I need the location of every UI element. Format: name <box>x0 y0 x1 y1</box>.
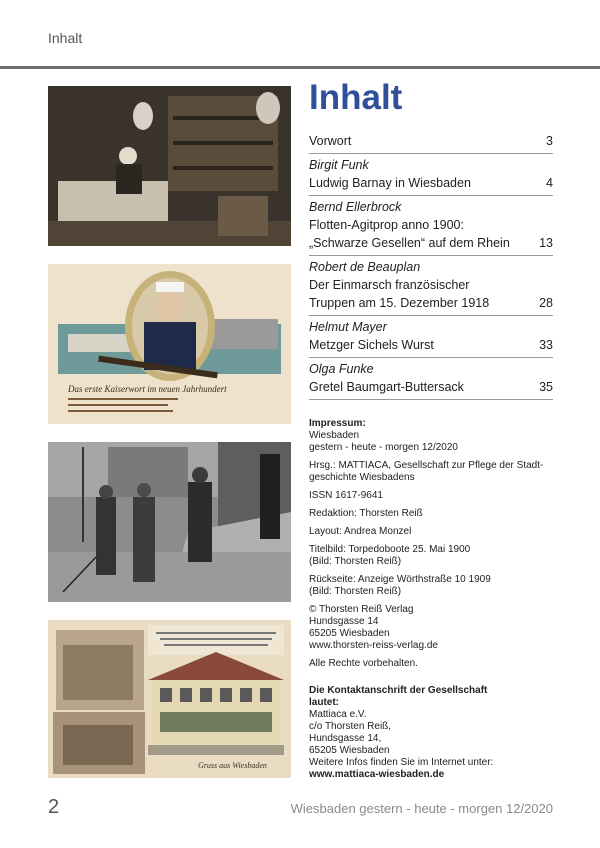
contact-line: Mattiaca e.V. <box>309 709 367 720</box>
toc-entry-title: Gretel Baumgart-Buttersack <box>309 380 464 394</box>
header-rule <box>0 66 600 69</box>
toc-entry[interactable] <box>309 358 553 400</box>
impressum-rights: Alle Rechte vorbehalten. <box>309 658 418 669</box>
photo-officers-stairs-art <box>48 442 291 602</box>
contact-website-link[interactable]: www.mattiaca-wiesbaden.de <box>309 769 445 780</box>
footer-publication: Wiesbaden gestern - heute - morgen 12/2020 <box>290 801 553 816</box>
photo-study-room-art <box>48 86 291 246</box>
toc-entry-page: 33 <box>539 338 553 352</box>
photo-postcard-officer <box>48 264 291 424</box>
toc-entry-page: 13 <box>539 236 553 250</box>
toc-entry[interactable] <box>309 196 553 256</box>
toc-entry[interactable] <box>309 130 553 154</box>
impressum-copyright: © Thorsten Reiß Verlag Hundsgasse 14 65205 Wiesbaden www.thorsten-reiss-verlag.de <box>309 604 438 651</box>
toc-entry-title: Flotten-Agitprop anno 1900: „Schwarze Gesellen“ auf dem Rhein <box>309 218 510 250</box>
toc-title: Inhalt <box>309 78 403 117</box>
contact-line: 65205 Wiesbaden <box>309 745 390 756</box>
toc-entry[interactable] <box>309 154 553 196</box>
contact-heading: Die Kontaktanschrift der Gesellschaft lautet: <box>309 685 488 708</box>
photo-postcard-officer-art <box>48 264 291 424</box>
toc-entry-title: Der Einmarsch französischer Truppen am 15. Dezember 1918 <box>309 278 490 310</box>
photo-study-room <box>48 86 291 246</box>
toc-entry-author: Olga Funke <box>309 362 374 376</box>
impressum-publication: Wiesbaden gestern - heute - morgen 12/2020 <box>309 430 458 453</box>
impressum-layout: Layout: Andrea Monzel <box>309 526 412 537</box>
toc-entry-author: Helmut Mayer <box>309 320 387 334</box>
photo-officers-stairs <box>48 442 291 602</box>
contact-line: c/o Thorsten Reiß, <box>309 721 392 732</box>
postcard1-caption: Das erste Kaiserwort im neuen Jahrhundert <box>68 384 227 394</box>
toc-entry-page: 35 <box>539 380 553 394</box>
impressum-issn: ISSN 1617-9641 <box>309 490 383 501</box>
contact-line: Hundsgasse 14, <box>309 733 382 744</box>
toc-entry-page: 4 <box>546 176 553 190</box>
impressum-back: Rückseite: Anzeige Wörthstraße 10 1909 (Bild: Thorsten Reiß) <box>309 574 491 597</box>
toc-entry-author: Robert de Beauplan <box>309 260 421 274</box>
toc-entry-title: Metzger Sichels Wurst <box>309 338 434 352</box>
impressum-editor: Redaktion: Thorsten Reiß <box>309 508 423 519</box>
impressum-cover: Titelbild: Torpedoboote 25. Mai 1900 (Bild: Thorsten Reiß) <box>309 544 471 567</box>
photo-postcard-wiesbaden-art <box>48 620 291 778</box>
postcard2-caption: Gruss aus Wiesbaden <box>198 761 267 770</box>
toc-entry[interactable] <box>309 256 553 316</box>
impressum-publisher: Hrsg.: MATTIACA, Gesellschaft zur Pflege der Stadt- geschichte Wiesbadens <box>309 460 544 483</box>
page-number: 2 <box>48 796 60 818</box>
toc-entry-title: Ludwig Barnay in Wiesbaden <box>309 176 471 190</box>
impressum-heading: Impressum: <box>309 418 366 429</box>
toc-entry-page: 28 <box>539 296 553 310</box>
photo-postcard-wiesbaden <box>48 620 291 778</box>
toc-entry-title: Vorwort <box>309 134 352 148</box>
running-head: Inhalt <box>48 30 83 46</box>
toc-entry-page: 3 <box>546 134 553 148</box>
table-of-contents <box>309 130 553 400</box>
toc-entry-author: Birgit Funk <box>309 158 369 172</box>
contact-line: Weitere Infos finden Sie im Internet unter: <box>309 757 494 768</box>
toc-entry-author: Bernd Ellerbrock <box>309 200 402 214</box>
contact-address <box>309 685 557 781</box>
impressum <box>309 418 557 676</box>
toc-entry[interactable] <box>309 316 553 358</box>
